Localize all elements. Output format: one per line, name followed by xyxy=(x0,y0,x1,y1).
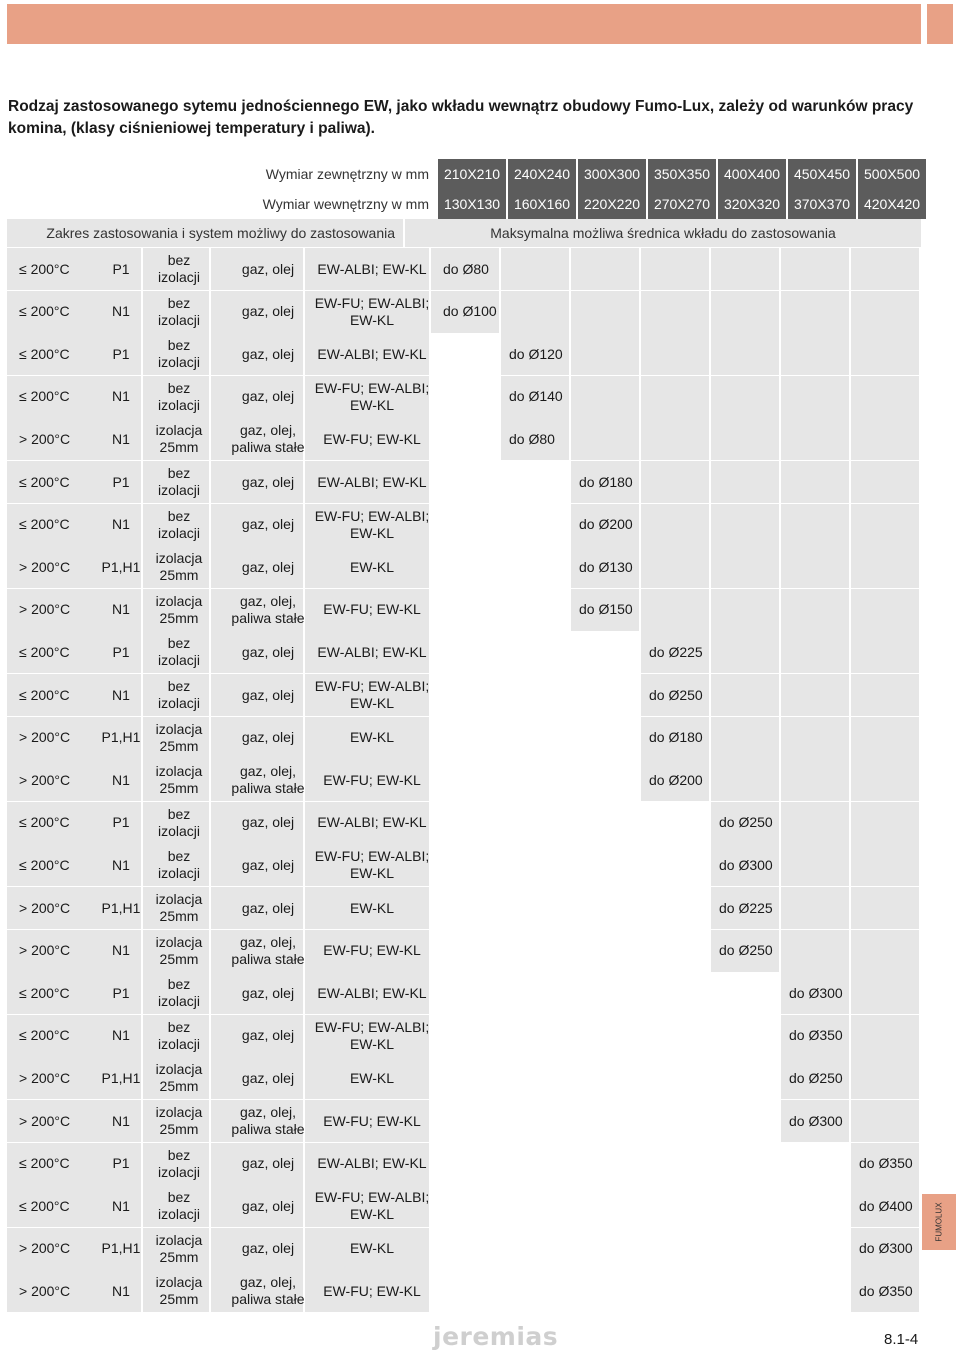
insulation: izolacja 25mm xyxy=(155,550,203,584)
temperature-class: ≤ 200°C xyxy=(19,1027,70,1044)
table-row xyxy=(7,1057,921,1099)
liner-system: EW-FU; EW-ALBI; EW-KL xyxy=(314,379,430,413)
max-diameter: do Ø200 xyxy=(579,516,633,533)
max-diameter: do Ø350 xyxy=(859,1282,913,1299)
temperature-class: ≤ 200°C xyxy=(19,303,70,320)
dimension-cell-bg xyxy=(781,291,849,333)
dimension-cell-bg xyxy=(851,844,919,886)
top-accent-tab xyxy=(927,4,953,44)
pressure-class: N1 xyxy=(112,388,130,405)
liner-system: EW-FU; EW-KL xyxy=(323,771,421,788)
temperature-class: ≤ 200°C xyxy=(19,984,70,1001)
temperature-class: ≤ 200°C xyxy=(19,388,70,405)
max-diameter: do Ø300 xyxy=(719,856,773,873)
dimension-cell-bg xyxy=(711,248,779,290)
table-row xyxy=(7,1185,921,1227)
dimension-cell-bg xyxy=(851,759,919,801)
liner-system: EW-FU; EW-KL xyxy=(323,1112,421,1129)
liner-system: EW-FU; EW-ALBI; EW-KL xyxy=(314,848,430,882)
insulation: bez izolacji xyxy=(157,1018,200,1052)
fuel-type: gaz, olej, paliwa stałe xyxy=(231,933,305,967)
table-row xyxy=(7,1015,921,1057)
fuel-type: gaz, olej xyxy=(241,984,295,1001)
max-diameter: do Ø350 xyxy=(789,1027,843,1044)
insulation: bez izolacji xyxy=(157,337,200,371)
temperature-class: > 200°C xyxy=(19,558,71,575)
table-row xyxy=(7,1270,921,1312)
max-diameter: do Ø180 xyxy=(579,473,633,490)
insulation: izolacja 25mm xyxy=(155,933,203,967)
max-diameter: do Ø250 xyxy=(789,1069,843,1086)
max-diameter: do Ø200 xyxy=(649,771,703,788)
dimension-cell-bg xyxy=(851,333,919,375)
pressure-class: P1,H1 xyxy=(101,1069,141,1086)
liner-system: EW-ALBI; EW-KL xyxy=(317,345,427,362)
dimension-cell-bg xyxy=(781,631,849,673)
liner-system: EW-FU; EW-ALBI; EW-KL xyxy=(314,678,430,711)
dimension-cell-bg xyxy=(851,546,919,588)
max-diameter: do Ø250 xyxy=(649,686,703,703)
pressure-class: N1 xyxy=(112,1027,130,1044)
insulation: bez izolacji xyxy=(157,294,200,328)
insulation: izolacja 25mm xyxy=(155,1061,203,1095)
dimension-cell-bg xyxy=(711,418,779,460)
table-row xyxy=(7,844,921,886)
fuel-type: gaz, olej xyxy=(241,1069,295,1086)
dimension-cell-bg xyxy=(781,589,849,631)
top-accent-bar xyxy=(7,4,921,44)
range-label: Zakres zastosowania i system możliwy do zastosowania xyxy=(7,219,403,247)
dimension-cell-bg xyxy=(781,717,849,759)
dimension-cell-bg xyxy=(711,546,779,588)
fuel-type: gaz, olej xyxy=(241,473,295,490)
fuel-type: gaz, olej xyxy=(241,516,295,533)
outer-dimensions-row xyxy=(7,159,921,189)
max-diameter: do Ø150 xyxy=(579,601,633,618)
dimension-cell-bg xyxy=(781,674,849,716)
insulation: izolacja 25mm xyxy=(155,1104,203,1137)
temperature-class: > 200°C xyxy=(19,942,71,959)
temperature-class: > 200°C xyxy=(19,771,71,788)
table-row xyxy=(7,291,921,333)
dimension-cell-bg xyxy=(641,418,709,460)
dimension-cell-bg xyxy=(851,674,919,716)
temperature-class: ≤ 200°C xyxy=(19,260,70,277)
max-diameter: do Ø300 xyxy=(789,1112,843,1129)
side-tab-label: FUMOLUX xyxy=(934,1202,944,1242)
max-diameter: do Ø400 xyxy=(859,1197,913,1214)
liner-system: EW-FU; EW-KL xyxy=(323,942,421,959)
pressure-class: P1,H1 xyxy=(101,899,141,916)
fuel-type: gaz, olej xyxy=(241,1155,295,1172)
max-diameter: do Ø180 xyxy=(649,729,703,746)
dimension-cell-bg xyxy=(851,376,919,418)
max-diameter-label: Maksymalna możliwa średnica wkładu do zastosowania xyxy=(405,219,921,247)
insulation: bez izolacji xyxy=(157,1146,200,1180)
inner-dimension-cell: 370X370 xyxy=(788,189,856,219)
fuel-type: gaz, olej xyxy=(241,899,295,916)
outer-dimension-cell: 400X400 xyxy=(718,159,786,189)
liner-system: EW-FU; EW-ALBI; EW-KL xyxy=(314,1018,430,1052)
max-diameter: do Ø80 xyxy=(443,260,489,277)
dimension-cell-bg xyxy=(711,461,779,503)
dimension-cell-bg xyxy=(851,631,919,673)
inner-dimension-cell: 160X160 xyxy=(508,189,576,219)
temperature-class: ≤ 200°C xyxy=(19,1155,70,1172)
dimension-cell-bg xyxy=(781,248,849,290)
fuel-type: gaz, olej xyxy=(241,558,295,575)
temperature-class: ≤ 200°C xyxy=(19,856,70,873)
pressure-class: N1 xyxy=(112,942,130,959)
insulation: izolacja 25mm xyxy=(155,1274,203,1308)
insulation: bez izolacji xyxy=(157,976,200,1010)
pressure-class: N1 xyxy=(112,303,130,320)
max-diameter: do Ø300 xyxy=(859,1240,913,1257)
insulation: bez izolacji xyxy=(157,465,200,498)
pressure-class: P1 xyxy=(112,1155,130,1172)
dimension-cell-bg xyxy=(781,759,849,801)
temperature-class: ≤ 200°C xyxy=(19,643,70,660)
temperature-class: ≤ 200°C xyxy=(19,1197,70,1214)
liner-system: EW-FU; EW-KL xyxy=(323,601,421,618)
insulation: bez izolacji xyxy=(157,678,200,711)
table-row xyxy=(7,376,921,418)
inner-dimension-cell: 320X320 xyxy=(718,189,786,219)
fuel-type: gaz, olej xyxy=(241,345,295,362)
table-row xyxy=(7,1100,921,1142)
table-row xyxy=(7,930,921,972)
max-diameter: do Ø250 xyxy=(719,942,773,959)
pressure-class: N1 xyxy=(112,856,130,873)
liner-system: EW-KL xyxy=(349,899,395,916)
temperature-class: > 200°C xyxy=(19,601,71,618)
fuel-type: gaz, olej, paliwa stałe xyxy=(231,422,305,456)
temperature-class: > 200°C xyxy=(19,1282,71,1299)
max-diameter: do Ø140 xyxy=(509,388,563,405)
liner-system: EW-ALBI; EW-KL xyxy=(317,473,427,490)
temperature-class: > 200°C xyxy=(19,1112,71,1129)
side-section-tab xyxy=(922,1194,956,1250)
liner-system: EW-FU; EW-ALBI; EW-KL xyxy=(314,507,430,541)
dimension-cell-bg xyxy=(641,333,709,375)
liner-system: EW-ALBI; EW-KL xyxy=(317,814,427,831)
temperature-class: > 200°C xyxy=(19,899,71,916)
table-row xyxy=(7,1228,921,1270)
table-row xyxy=(7,972,921,1014)
table-row xyxy=(7,546,921,588)
dimension-cell-bg xyxy=(851,887,919,929)
liner-system: EW-KL xyxy=(349,729,395,746)
fuel-type: gaz, olej xyxy=(241,729,295,746)
section-header-row xyxy=(7,219,921,247)
pressure-class: N1 xyxy=(112,430,130,447)
fuel-type: gaz, olej xyxy=(241,643,295,660)
table-row xyxy=(7,589,921,631)
pressure-class: P1,H1 xyxy=(101,729,141,746)
pressure-class: P1 xyxy=(112,643,130,660)
liner-system: EW-FU; EW-ALBI; EW-KL xyxy=(314,1189,430,1223)
insulation: izolacja 25mm xyxy=(155,1231,203,1265)
fuel-type: gaz, olej, paliwa stałe xyxy=(231,1104,305,1137)
insulation: izolacja 25mm xyxy=(155,763,203,797)
insulation: izolacja 25mm xyxy=(155,720,203,754)
table-row xyxy=(7,248,921,290)
pressure-class: P1 xyxy=(112,260,130,277)
insulation: bez izolacji xyxy=(157,848,200,882)
fuel-type: gaz, olej xyxy=(241,1197,295,1214)
inner-dimension-cell: 220X220 xyxy=(578,189,646,219)
page-number: 8.1-4 xyxy=(884,1331,919,1348)
fuel-type: gaz, olej xyxy=(241,686,295,703)
pressure-class: P1 xyxy=(112,814,130,831)
inner-dimensions-row xyxy=(7,189,921,219)
dimension-cell-bg xyxy=(851,504,919,546)
dimension-cell-bg xyxy=(851,717,919,759)
liner-system: EW-FU; EW-KL xyxy=(323,1282,421,1299)
pressure-class: N1 xyxy=(112,1282,130,1299)
insulation: bez izolacji xyxy=(157,379,200,413)
dimension-cell-bg xyxy=(641,291,709,333)
inner-dimension-cell: 130X130 xyxy=(438,189,506,219)
insulation: izolacja 25mm xyxy=(155,592,203,626)
dimension-cell-bg xyxy=(571,291,639,333)
liner-system: EW-ALBI; EW-KL xyxy=(317,260,427,277)
dimension-cell-bg xyxy=(851,248,919,290)
inner-dimensions-label: Wymiar wewnętrzny w mm xyxy=(262,196,429,212)
liner-system: EW-FU; EW-ALBI; EW-KL xyxy=(314,294,430,328)
table-row xyxy=(7,759,921,801)
outer-dimension-cell: 500X500 xyxy=(858,159,926,189)
max-diameter: do Ø250 xyxy=(719,814,773,831)
temperature-class: ≤ 200°C xyxy=(19,345,70,362)
pressure-class: N1 xyxy=(112,686,130,703)
temperature-class: > 200°C xyxy=(19,430,71,447)
insulation: bez izolacji xyxy=(157,507,200,541)
liner-system: EW-ALBI; EW-KL xyxy=(317,984,427,1001)
temperature-class: ≤ 200°C xyxy=(19,814,70,831)
brand-logo: jeremias xyxy=(433,1322,559,1351)
pressure-class: P1 xyxy=(112,473,130,490)
table-row xyxy=(7,802,921,844)
pressure-class: P1 xyxy=(112,345,130,362)
table-row xyxy=(7,887,921,929)
dimension-cell-bg xyxy=(851,589,919,631)
table-row xyxy=(7,333,921,375)
dimension-cell-bg xyxy=(711,504,779,546)
liner-system: EW-KL xyxy=(349,1069,395,1086)
max-diameter: do Ø100 xyxy=(443,303,497,320)
liner-system: EW-KL xyxy=(349,1240,395,1257)
table-row xyxy=(7,674,921,716)
temperature-class: > 200°C xyxy=(19,1069,71,1086)
dimension-cell-bg xyxy=(711,291,779,333)
pressure-class: N1 xyxy=(112,771,130,788)
temperature-class: > 200°C xyxy=(19,729,71,746)
table-row xyxy=(7,717,921,759)
pressure-class: N1 xyxy=(112,516,130,533)
max-diameter: do Ø130 xyxy=(579,558,633,575)
temperature-class: ≤ 200°C xyxy=(19,473,70,490)
max-diameter: do Ø225 xyxy=(719,899,773,916)
outer-dimension-cell: 450X450 xyxy=(788,159,856,189)
insulation: izolacja 25mm xyxy=(155,891,203,924)
insulation: bez izolacji xyxy=(157,1189,200,1223)
fuel-type: gaz, olej, paliwa stałe xyxy=(231,592,305,626)
dimension-cell-bg xyxy=(851,461,919,503)
dimension-cell-bg xyxy=(781,504,849,546)
liner-system: EW-ALBI; EW-KL xyxy=(317,643,427,660)
table-row xyxy=(7,1143,921,1185)
dimension-cell-bg xyxy=(781,546,849,588)
max-diameter: do Ø225 xyxy=(649,643,703,660)
dimension-cell-bg xyxy=(781,418,849,460)
dimension-cell-bg xyxy=(571,248,639,290)
fuel-type: gaz, olej xyxy=(241,388,295,405)
dimension-cell-bg xyxy=(781,461,849,503)
outer-dimension-cell: 240X240 xyxy=(508,159,576,189)
fuel-type: gaz, olej, paliwa stałe xyxy=(231,1274,305,1308)
max-diameter: do Ø300 xyxy=(789,984,843,1001)
dimension-cell-bg xyxy=(781,376,849,418)
temperature-class: ≤ 200°C xyxy=(19,686,70,703)
inner-dimension-cell: 420X420 xyxy=(858,189,926,219)
liner-system: EW-ALBI; EW-KL xyxy=(317,1155,427,1172)
max-diameter: do Ø80 xyxy=(509,430,555,447)
table-row xyxy=(7,461,921,503)
dimension-cell-bg xyxy=(711,376,779,418)
inner-dimension-cell: 270X270 xyxy=(648,189,716,219)
outer-dimensions-label: Wymiar zewnętrzny w mm xyxy=(265,166,429,182)
dimension-cell-bg xyxy=(711,589,779,631)
fuel-type: gaz, olej xyxy=(241,856,295,873)
table-row xyxy=(7,504,921,546)
fuel-type: gaz, olej xyxy=(241,1240,295,1257)
outer-dimension-cell: 210X210 xyxy=(438,159,506,189)
insulation: bez izolacji xyxy=(157,805,200,839)
temperature-class: > 200°C xyxy=(19,1240,71,1257)
max-diameter: do Ø350 xyxy=(859,1155,913,1172)
fuel-type: gaz, olej, paliwa stałe xyxy=(231,763,305,797)
insulation: bez izolacji xyxy=(157,635,200,669)
pressure-class: P1 xyxy=(112,984,130,1001)
outer-dimension-cell: 300X300 xyxy=(578,159,646,189)
liner-system: EW-KL xyxy=(349,558,395,575)
dimension-cell-bg xyxy=(851,418,919,460)
outer-dimension-cell: 350X350 xyxy=(648,159,716,189)
temperature-class: ≤ 200°C xyxy=(19,516,70,533)
dimension-cell-bg xyxy=(641,248,709,290)
insulation: bez izolacji xyxy=(157,252,200,285)
pressure-class: N1 xyxy=(112,1197,130,1214)
pressure-class: N1 xyxy=(112,601,130,618)
dimension-cell-bg xyxy=(711,333,779,375)
fuel-type: gaz, olej xyxy=(241,1027,295,1044)
table-row xyxy=(7,418,921,460)
pressure-class: P1,H1 xyxy=(101,558,141,575)
table-row xyxy=(7,631,921,673)
dimension-cell-bg xyxy=(781,333,849,375)
fuel-type: gaz, olej xyxy=(241,814,295,831)
fuel-type: gaz, olej xyxy=(241,260,295,277)
dimension-cell-bg xyxy=(641,376,709,418)
insulation: izolacja 25mm xyxy=(155,422,203,456)
fuel-type: gaz, olej xyxy=(241,303,295,320)
dimension-cell-bg xyxy=(851,930,919,972)
liner-system: EW-FU; EW-KL xyxy=(323,430,421,447)
intro-text: Rodzaj zastosowanego sytemu jednościennego EW, jako wkładu wewnątrz obudowy Fumo-Lux, zależy od warunków pracy komina, (klasy ciśnieniowej temperatury i paliwa). xyxy=(8,98,914,137)
pressure-class: P1,H1 xyxy=(101,1240,141,1257)
dimension-cell-bg xyxy=(851,291,919,333)
pressure-class: N1 xyxy=(112,1112,130,1129)
dimension-cell-bg xyxy=(851,802,919,844)
max-diameter: do Ø120 xyxy=(509,345,563,362)
